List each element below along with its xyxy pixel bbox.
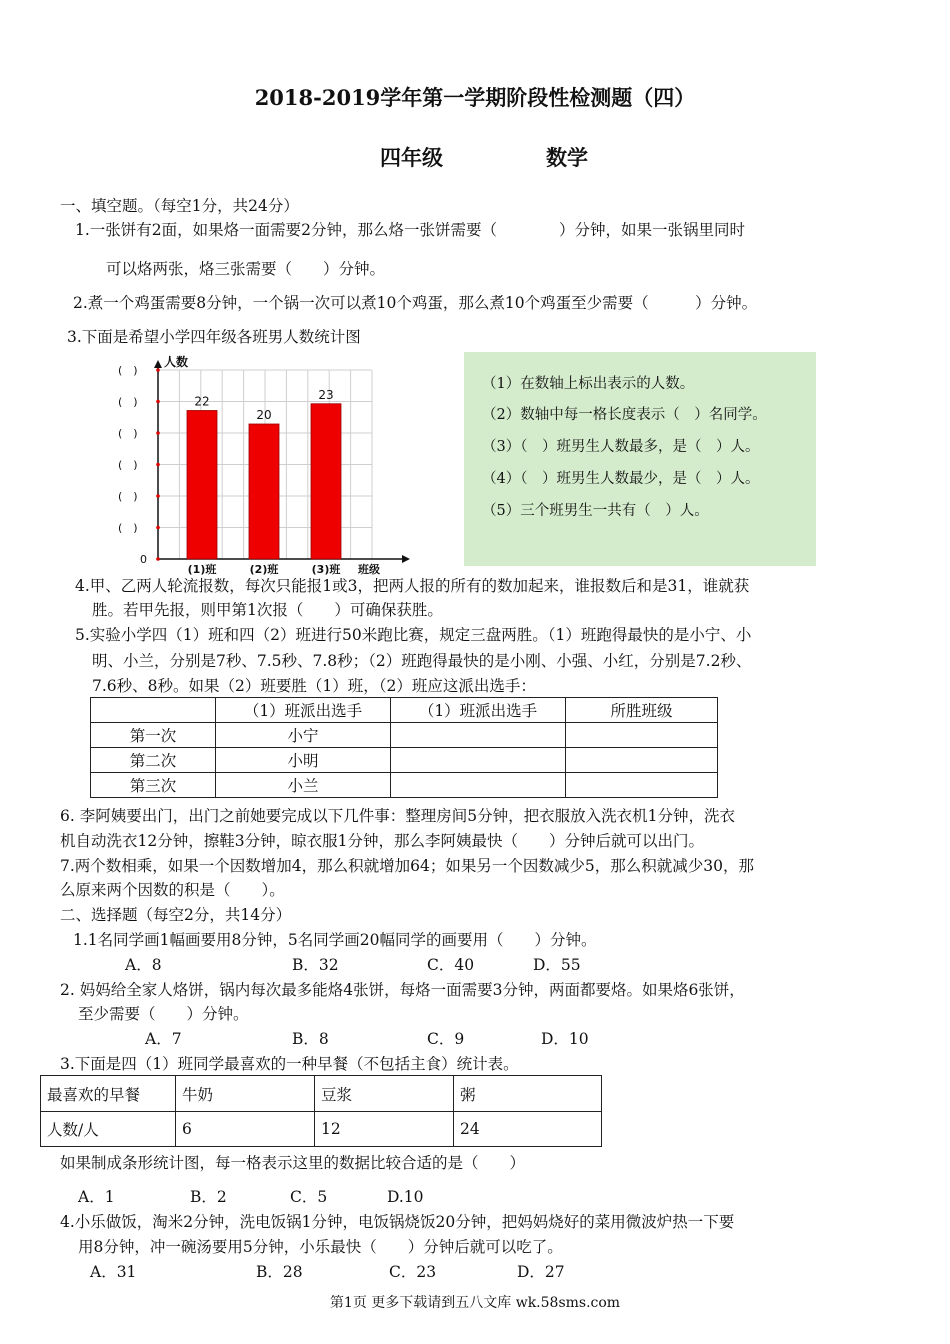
- s2-q2-opt-b: B．8: [292, 1030, 329, 1048]
- bar-value-label: 22: [194, 394, 210, 409]
- s2-q2-opt-d: D．10: [541, 1030, 589, 1048]
- table-cell: 最喜欢的早餐: [41, 1076, 176, 1112]
- q5-line3: 7.6秒、8秒。如果（2）班要胜（1）班，（2）班应这派出选手：: [92, 677, 536, 695]
- s2-q2-line2: 至少需要（ ）分钟。: [78, 1005, 249, 1023]
- s2-q4-opt-b: B．28: [256, 1263, 303, 1281]
- table-row: [41, 1076, 602, 1112]
- s2-q2-opt-c: C．9: [427, 1030, 465, 1048]
- table-cell: 小明: [216, 748, 391, 773]
- y-tick-dot: [156, 557, 160, 561]
- table-header-row: [91, 698, 718, 723]
- table-cell: [391, 748, 566, 773]
- y-tick-label: 0: [140, 553, 147, 566]
- table-cell: [566, 773, 718, 798]
- q3-sub5: （5）三个班男生一共有（ ）人。: [482, 503, 709, 519]
- subject-label: 数学: [546, 145, 588, 170]
- y-tick-label: ( ): [118, 458, 138, 472]
- q5-table: [90, 697, 718, 798]
- bar: [249, 424, 279, 559]
- y-tick-dot: [156, 494, 160, 498]
- s2-q3-opt-c: C．5: [290, 1188, 328, 1206]
- y-tick-dot: [156, 431, 160, 435]
- table-cell: 小兰: [216, 773, 391, 798]
- section2-heading: 二、选择题（每空2分，共14分）: [60, 906, 292, 924]
- bar: [187, 411, 217, 560]
- q4-line1: 4.甲、乙两人轮流报数，每次只能报1或3，把两人报的所有的数加起来，谁报数后和是31，谁就获: [75, 577, 750, 595]
- q5-line2: 明、小兰，分别是7秒、7.5秒、7.8秒；（2）班跑得最快的是小刚、小强、小红，分别是7.2秒、: [92, 652, 752, 670]
- y-tick-dot: [156, 463, 160, 467]
- q3-sub4: （4）（ ）班男生人数最少，是（ ）人。: [482, 471, 760, 487]
- x-tick-label: (1)班: [187, 563, 217, 576]
- table-row: [41, 1112, 602, 1147]
- table-cell: 12: [315, 1112, 454, 1147]
- s2-q1-opt-d: D．55: [533, 956, 581, 974]
- s2-q3-line: 3.下面是四（1）班同学最喜欢的一种早餐（不包括主食）统计表。: [60, 1055, 519, 1073]
- s2-q1-line: 1.1名同学画1幅画要用8分钟，5名同学画20幅同学的画要用（ ）分钟。: [73, 931, 597, 949]
- s2-q1-opt-b: B．32: [292, 956, 339, 974]
- y-tick-label: ( ): [118, 395, 138, 409]
- s2-q4-line1: 4.小乐做饭，淘米2分钟，洗电饭锅1分钟，电饭锅烧饭20分钟，把妈妈烧好的菜用微波炉热一下要: [60, 1213, 735, 1231]
- s2-q1-opt-c: C．40: [427, 956, 475, 974]
- q3-sub2: （2）数轴中每一格长度表示（ ）名同学。: [482, 407, 767, 423]
- table-cell: 豆浆: [315, 1076, 454, 1112]
- section1-heading: 一、填空题。（每空1分，共24分）: [60, 197, 299, 215]
- q2-line: 2.煮一个鸡蛋需要8分钟，一个锅一次可以煮10个鸡蛋，那么煮10个鸡蛋至少需要（ ）分钟。: [73, 294, 758, 312]
- bar-value-label: 23: [318, 387, 334, 402]
- s2-q4-opt-d: D．27: [517, 1263, 565, 1281]
- s2-q4-line2: 用8分钟，冲一碗汤要用5分钟，小乐最快（ ）分钟后就可以吃了。: [78, 1238, 563, 1256]
- s2-q4-opt-a: A．31: [90, 1263, 137, 1281]
- table-cell: 人数/人: [41, 1112, 176, 1147]
- q3-instructions-panel: [464, 352, 816, 566]
- table-cell: 粥: [454, 1076, 602, 1112]
- table-cell: 第一次: [91, 723, 216, 748]
- y-axis-label: 人数: [164, 355, 189, 369]
- table-cell: [566, 748, 718, 773]
- x-axis-arrow: [402, 555, 410, 563]
- y-tick-label: ( ): [118, 490, 138, 503]
- bar: [311, 404, 341, 559]
- table-cell: [566, 723, 718, 748]
- breakfast-table: [40, 1075, 602, 1147]
- page-title: 2018-2019学年第一学期阶段性检测题（四）: [254, 85, 696, 110]
- y-tick-label: ( ): [118, 364, 138, 377]
- table-header: （1）班派出选手: [391, 698, 566, 723]
- y-tick-dot: [156, 400, 160, 404]
- table-cell: 第二次: [91, 748, 216, 773]
- q6-line1: 6. 李阿姨要出门，出门之前她要完成以下几件事：整理房间5分钟，把衣服放入洗衣机1分钟，洗衣: [60, 807, 735, 825]
- table-cell: 6: [176, 1112, 315, 1147]
- q4-line2: 胜。若甲先报，则甲第1次报（ ）可确保获胜。: [92, 601, 443, 619]
- s2-q3-opt-a: A．1: [78, 1188, 115, 1206]
- s2-q2-opt-a: A．7: [145, 1030, 182, 1048]
- page-footer: 第1页 更多下载请到五八文库 wk.58sms.com: [329, 1295, 621, 1311]
- s2-q2-line1: 2. 妈妈给全家人烙饼，锅内每次最多能烙4张饼，每烙一面需要3分钟，两面都要烙。如果烙6张饼，: [60, 981, 745, 999]
- x-tick-label: (2)班: [249, 563, 279, 576]
- table-header: （1）班派出选手: [216, 698, 391, 723]
- table-cell: 24: [454, 1112, 602, 1147]
- table-cell: [391, 773, 566, 798]
- q1-line1: 1.一张饼有2面，如果烙一面需要2分钟，那么烙一张饼需要（ ）分钟，如果一张锅里同时: [75, 221, 746, 239]
- table-row: [91, 773, 718, 798]
- y-tick-dot: [156, 368, 160, 372]
- s2-q4-opt-c: C．23: [389, 1263, 437, 1281]
- table-row: [91, 723, 718, 748]
- q1-line2: 可以烙两张，烙三张需要（ ）分钟。: [106, 260, 386, 278]
- y-tick-label: ( ): [118, 521, 138, 535]
- q3-sub3: （3）（ ）班男生人数最多，是（ ）人。: [482, 439, 760, 455]
- s2-q3-opt-b: B．2: [190, 1188, 227, 1206]
- table-cell: 小宁: [216, 723, 391, 748]
- bar-value-label: 20: [256, 408, 272, 422]
- table-cell: 第三次: [91, 773, 216, 798]
- table-row: [91, 748, 718, 773]
- table-cell: [91, 698, 216, 723]
- q5-line1: 5.实验小学四（1）班和四（2）班进行50米跑比赛，规定三盘两胜。（1）班跑得最快的是小宁、小: [75, 626, 752, 644]
- grade-label: 四年级: [380, 145, 443, 170]
- q3-line: 3.下面是希望小学四年级各班男人数统计图: [67, 328, 361, 346]
- q7-line2: 么原来两个因数的积是（ ）。: [60, 881, 285, 899]
- q6-line2: 机自动洗衣12分钟，擦鞋3分钟，晾衣服1分钟，那么李阿姨最快（ ）分钟后就可以出门。: [60, 832, 704, 850]
- s2-q1-opt-a: A．8: [125, 956, 162, 974]
- y-axis-arrow: [154, 360, 162, 368]
- q7-line1: 7.两个数相乘，如果一个因数增加4，那么积就增加64；如果另一个因数减少5，那么积就减少30，那: [60, 857, 754, 875]
- bar-chart: [110, 350, 420, 580]
- y-tick-label: ( ): [118, 427, 138, 440]
- table-cell: [391, 723, 566, 748]
- x-tick-label: (3)班: [311, 563, 341, 576]
- table-header: 所胜班级: [566, 698, 718, 723]
- table-cell: 牛奶: [176, 1076, 315, 1112]
- s2-q3-opt-d: D.10: [387, 1188, 424, 1206]
- y-tick-dot: [156, 526, 160, 530]
- x-axis-label: 班级: [358, 563, 380, 576]
- q3-sub1: （1）在数轴上标出表示的人数。: [482, 376, 695, 392]
- s2-q3-after: 如果制成条形统计图，每一格表示这里的数据比较合适的是（ ）: [60, 1154, 526, 1172]
